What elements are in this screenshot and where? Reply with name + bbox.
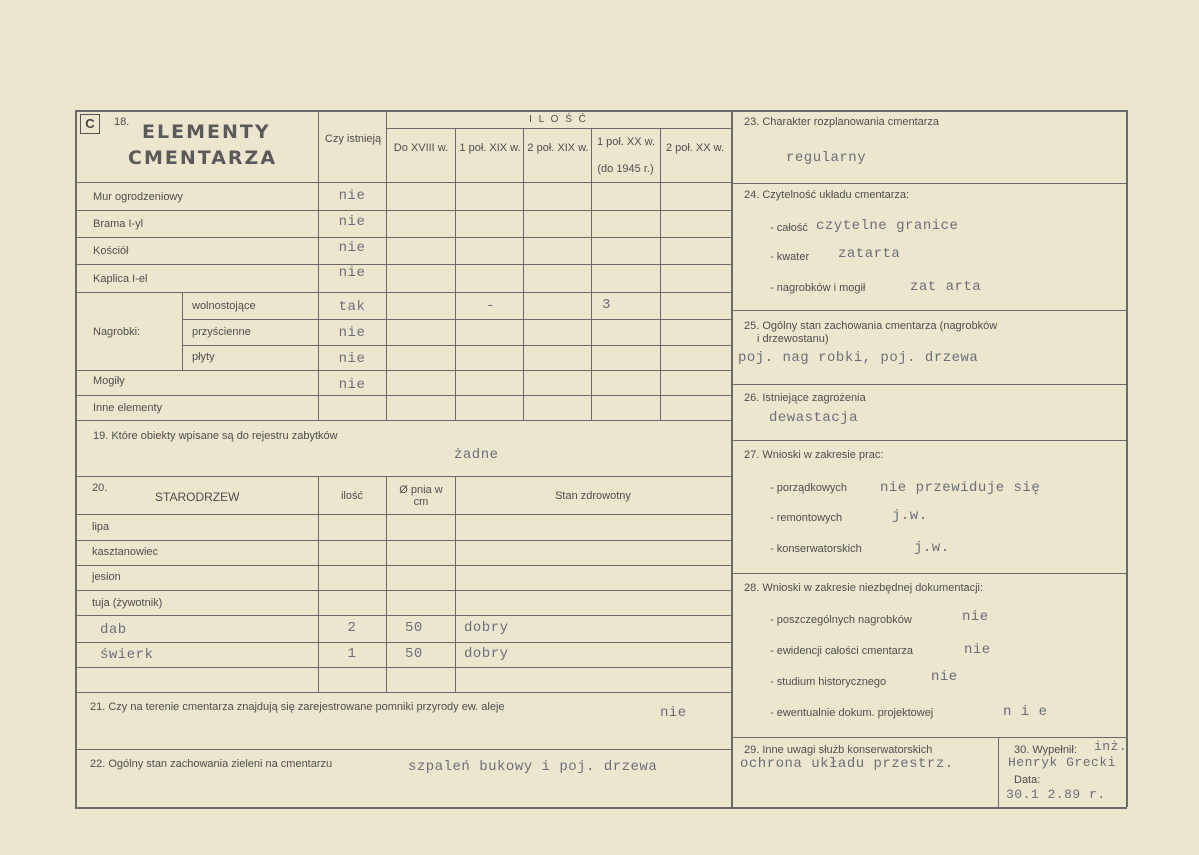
section-23-question: 23. Charakter rozplanowania cmentarza [744,116,940,128]
graves-slabs-value: nie [338,351,366,367]
tree-spruce-health: dobry [464,646,509,662]
section-27-item-renovation-answer: j.w. [892,508,928,524]
section-20-title: STARODRZEW [155,490,240,504]
row-label-wall: Mur ogrodzeniowy [93,191,183,203]
section-21-answer: nie [660,705,687,721]
row-value-church: nie [338,240,366,256]
period-header-2: 1 poł. XIX w. [459,142,521,154]
section-27-question: 27. Wnioski w zakresie prac: [744,449,884,461]
graves-slabs-label: płyty [192,351,215,363]
section-22-question: 22. Ogólny stan zachowania zieleni na cmentarzu [90,758,333,770]
tree-oak-diameter: 50 [405,620,423,636]
section-28-item-history-label: - studium historycznego [770,676,887,688]
tree-spruce-name: świerk [100,647,154,663]
graves-freestanding-label: wolnostojące [192,300,256,312]
section-28-item-history-answer: nie [931,669,958,685]
row-value-chapel: nie [338,265,366,281]
tree-spruce-diameter: 50 [405,646,423,662]
section-27-item-conservation-label: - konserwatorskich [770,543,862,555]
period-header-5: 2 poł. XX w. [665,142,725,154]
graves-wall-value: nie [338,325,366,341]
section-28-item-graves-label: - poszczególnych nagrobków [770,614,912,626]
section-19-answer: żadne [454,447,499,463]
section-25-question-line2: i drzewostanu) [757,333,829,345]
section-28-item-register-label: - ewidencji całości cmentarza [770,645,914,657]
row-value-wall: nie [338,188,366,204]
section-24-item-graves-label: - nagrobków i mogił [770,282,866,294]
section-28-item-design-answer: n i e [1003,704,1048,720]
row-label-church: Kościół [93,245,129,257]
period-header-4: 1 poł. XX w. [596,136,656,148]
col-diameter-header: Ø pnia w cm [399,484,443,508]
tree-oak-name: dab [100,622,127,638]
tree-spruce-qty: 1 [347,646,357,662]
tree-chestnut: kasztanowiec [92,546,159,558]
section-24-question: 24. Czytelność układu cmentarza: [744,189,910,201]
col-health-header: Stan zdrowotny [555,490,631,502]
tree-oak-health: dobry [464,620,509,636]
section-22-answer: szpaleń bukowy i poj. drzewa [408,759,658,775]
col-exists-header: Czy istnieją [324,133,382,145]
section-27-item-cleanup-label: - porządkowych [770,482,848,494]
col-count-header: I L O Ś Ć [529,114,588,125]
section-30-name: Henryk Grecki [1008,755,1116,770]
period-header-4-note: (do 1945 r.) [597,163,654,175]
tree-thuja: tuja (żywotnik) [92,597,163,609]
section-19-question: 19. Które obiekty wpisane są do rejestru zabytków [93,430,338,442]
section-28-item-design-label: - ewentualnie dokum. projektowej [770,707,934,719]
section-30-title: inż. [1094,739,1128,754]
period-header-3: 2 poł. XIX w. [527,142,589,154]
section-30-label: 30. Wypełnił: [1014,744,1077,756]
graves-freestanding-count: 3 [602,297,611,313]
graves-freestanding-dash: - [486,298,495,314]
section-24-item-whole-label: - całość [770,222,808,234]
graves-wall-label: przyścienne [192,326,251,338]
period-header-1: Do XVIII w. [393,142,449,154]
section-30-date-label: Data: [1014,774,1041,786]
section-letter-box: C [80,114,100,134]
section-24-item-whole-answer: czytelne granice [816,218,959,234]
section-27-item-conservation-answer: j.w. [914,540,950,556]
section-28-item-graves-answer: nie [962,609,989,625]
section-25-question-line1: 25. Ogólny stan zachowania cmentarza (nagrobków [744,320,998,332]
row-label-gate: Brama I-yl [93,218,144,230]
section-18-title-line2: CMENTARZA [128,147,278,169]
section-27-item-renovation-label: - remontowych [770,512,843,524]
graves-freestanding-value: tak [338,299,366,315]
section-27-item-cleanup-answer: nie przewiduje się [880,480,1041,496]
row-value-gate: nie [338,214,366,230]
section-30-date: 30.1 2.89 r. [1006,787,1106,802]
section-18-number: 18. [114,116,130,128]
section-26-answer: dewastacja [769,410,859,426]
section-28-item-register-answer: nie [964,642,991,658]
tree-ash: jesion [92,571,121,583]
section-24-item-quarters-answer: zatarta [838,246,901,262]
section-24-item-graves-answer: zat arta [910,279,982,295]
section-29-answer: ochrona układu przestrz. [740,756,954,772]
tree-lime: lipa [92,521,110,533]
mounds-label: Mogiły [93,375,125,387]
section-26-question: 26. Istniejące zagrożenia [744,392,866,404]
graves-label: Nagrobki: [93,326,141,338]
row-label-chapel: Kaplica I-el [93,273,148,285]
tree-oak-qty: 2 [347,620,357,636]
section-18-title-line1: ELEMENTY [142,121,271,143]
section-25-answer: poj. nag robki, poj. drzewa [738,350,979,366]
section-23-answer: regularny [786,150,867,166]
section-21-question: 21. Czy na terenie cmentarza znajdują się zarejestrowane pomniki przyrody ew. aleje [90,701,505,713]
mounds-value: nie [338,377,366,393]
section-29-question: 29. Inne uwagi służb konserwatorskich [744,744,933,756]
col-qty-header: ilość [340,490,363,502]
other-elements-label: Inne elementy [93,402,163,414]
section-28-question: 28. Wnioski w zakresie niezbędnej dokumentacji: [744,582,984,594]
section-20-number: 20. [92,482,108,494]
section-24-item-quarters-label: - kwater [770,251,810,263]
